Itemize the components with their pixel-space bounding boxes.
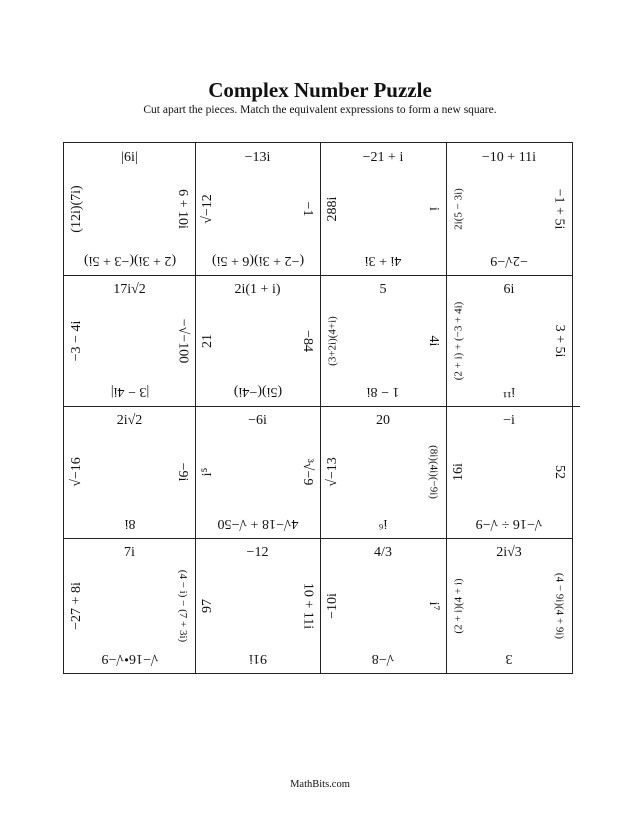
piece-left-label: −27 + 8i bbox=[69, 581, 84, 630]
piece-top-label: −i bbox=[503, 413, 515, 428]
puzzle-piece bbox=[195, 406, 320, 538]
piece-left-label: (12i)(7i) bbox=[69, 185, 84, 233]
piece-right-label: i bbox=[426, 207, 441, 211]
piece-right-label: −1 bbox=[300, 201, 315, 217]
piece-right-label: ³√−9 bbox=[300, 458, 315, 486]
piece-bottom-label: (5i)(−4i) bbox=[233, 384, 282, 399]
footer-credit: MathBits.com bbox=[290, 779, 350, 790]
puzzle-piece bbox=[320, 406, 446, 538]
puzzle-piece bbox=[64, 538, 195, 673]
piece-right-label: 4i bbox=[426, 335, 441, 346]
piece-left-label: 2i(5 − 3i) bbox=[452, 188, 465, 230]
piece-top-label: 20 bbox=[376, 413, 390, 428]
piece-top-label: −12 bbox=[246, 545, 269, 560]
puzzle-piece bbox=[64, 406, 195, 538]
puzzle-piece bbox=[446, 143, 572, 275]
piece-bottom-label: √−16•√−9 bbox=[100, 651, 159, 666]
page-title: Complex Number Puzzle bbox=[208, 78, 432, 102]
puzzle-piece bbox=[446, 406, 572, 538]
piece-left-label: 21 bbox=[200, 333, 215, 348]
piece-right-label: −1 + 5i bbox=[552, 188, 567, 230]
piece-left-label: 16i bbox=[451, 463, 466, 481]
piece-left-label: 288i bbox=[325, 196, 340, 222]
puzzle-piece bbox=[320, 538, 446, 673]
puzzle-piece bbox=[195, 143, 320, 275]
piece-bottom-label: √−16 ÷ √−9 bbox=[475, 516, 543, 531]
piece-bottom-label: √−8 bbox=[371, 651, 395, 666]
puzzle-piece bbox=[195, 275, 320, 406]
piece-top-label: 2i(1 + i) bbox=[234, 282, 281, 297]
piece-left-label: √−12 bbox=[200, 194, 215, 224]
piece-top-label: 2i√3 bbox=[496, 545, 522, 560]
piece-right-label: (4 − 9i)(4 + 9i) bbox=[553, 572, 566, 639]
puzzle-piece bbox=[446, 275, 572, 406]
piece-left-label: i⁵ bbox=[200, 467, 215, 477]
piece-left-label: (3+2i)(4+i) bbox=[326, 315, 339, 366]
puzzle-piece bbox=[320, 143, 446, 275]
piece-bottom-label: −2√−9 bbox=[490, 253, 528, 268]
piece-top-label: −10 + 11i bbox=[481, 150, 537, 165]
piece-top-label: −21 + i bbox=[362, 150, 404, 165]
piece-right-label: i⁷ bbox=[426, 601, 441, 610]
piece-right-label: −84 bbox=[300, 329, 315, 352]
piece-bottom-label: 3 bbox=[505, 651, 513, 666]
puzzle-piece bbox=[446, 538, 572, 673]
piece-left-label: √−16 bbox=[69, 457, 84, 487]
piece-right-label: 6 + 10i bbox=[175, 189, 190, 229]
piece-bottom-label: i⁶ bbox=[378, 516, 388, 531]
page-subtitle: Cut apart the pieces. Match the equivalent expressions to form a new square. bbox=[143, 104, 497, 116]
piece-left-label: (2 + i) + (−3 + 4i) bbox=[452, 301, 465, 380]
piece-right-label: (4 − i) − (7 + 3i) bbox=[176, 569, 189, 642]
piece-left-label: √−13 bbox=[325, 457, 340, 487]
piece-top-label: 4/3 bbox=[374, 545, 392, 560]
piece-right-label: −√−100 bbox=[175, 318, 190, 363]
piece-bottom-label: 4√−18 + √−50 bbox=[216, 516, 299, 531]
piece-bottom-label: (2 + 3i)(−3 + 5i) bbox=[83, 253, 176, 268]
piece-top-label: 7i bbox=[124, 545, 135, 560]
piece-right-label: −9i bbox=[175, 462, 190, 482]
piece-right-label: 52 bbox=[552, 465, 567, 479]
piece-top-label: 17i√2 bbox=[113, 282, 146, 297]
piece-top-label: −6i bbox=[248, 413, 267, 428]
puzzle-piece bbox=[195, 538, 320, 673]
piece-top-label: |6i| bbox=[121, 150, 138, 165]
piece-left-label: −10i bbox=[325, 592, 340, 619]
puzzle-piece bbox=[320, 275, 446, 406]
piece-right-label: (8i)(4i)(−9i) bbox=[427, 445, 440, 499]
puzzle-grid bbox=[63, 142, 573, 674]
piece-left-label: (2 + i)(4 + i) bbox=[452, 577, 465, 634]
piece-top-label: 2i√2 bbox=[116, 413, 143, 428]
puzzle-piece bbox=[64, 275, 195, 406]
piece-bottom-label: 91i bbox=[248, 651, 267, 666]
piece-right-label: 10 + 11i bbox=[300, 582, 315, 629]
piece-top-label: −13i bbox=[244, 150, 271, 165]
piece-top-label: 5 bbox=[379, 282, 387, 297]
piece-right-label: 3 + 5i bbox=[552, 324, 567, 357]
piece-bottom-label: (−2 + 3i)(6 + 5i) bbox=[211, 253, 304, 268]
puzzle-piece bbox=[64, 143, 195, 275]
piece-top-label: 6i bbox=[503, 282, 515, 297]
piece-bottom-label: |3 − 4i| bbox=[110, 384, 149, 399]
piece-bottom-label: 4i + 3i bbox=[364, 253, 402, 268]
piece-bottom-label: i¹¹ bbox=[502, 384, 516, 399]
piece-bottom-label: 8i bbox=[124, 516, 135, 531]
piece-left-label: 97 bbox=[200, 598, 215, 613]
piece-bottom-label: 1 − 8i bbox=[366, 384, 400, 399]
piece-left-label: −3 − 4i bbox=[69, 320, 84, 361]
